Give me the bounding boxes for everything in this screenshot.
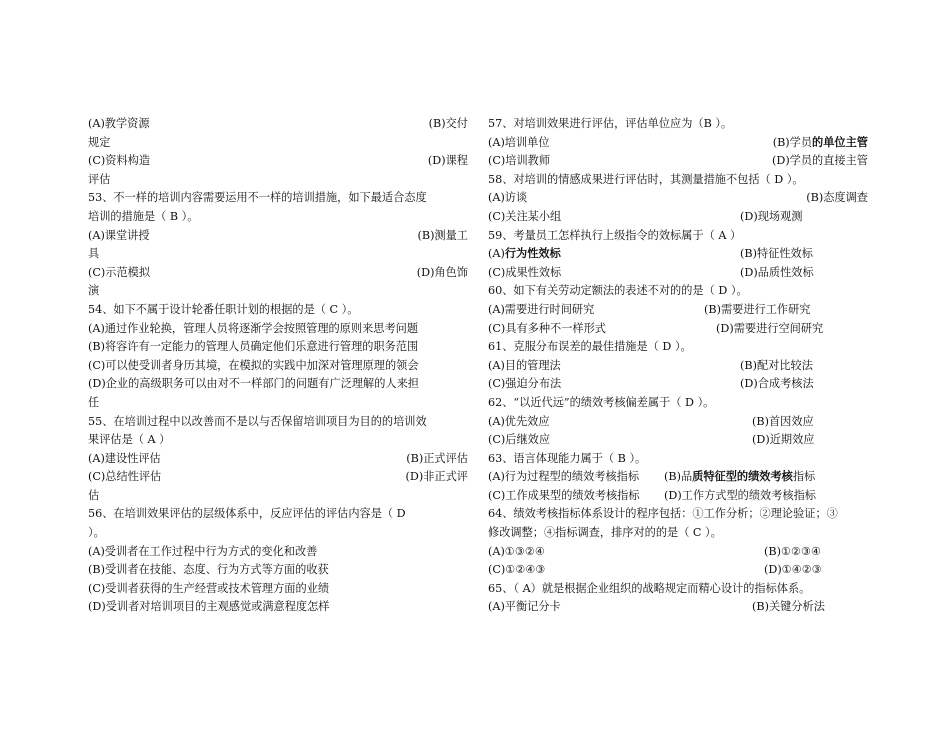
q61-options-ab <box>488 357 868 376</box>
q63-option-b <box>664 468 815 487</box>
q53-option-d-cont: 演 <box>88 284 100 298</box>
q58-option-a: (A)访谈 <box>488 191 528 205</box>
q64-options-cd <box>488 561 868 580</box>
q61-question: 61、克服分布误差的最佳措施是（ D ）。 <box>488 340 692 354</box>
q53-option-b: (B)测量工 <box>417 228 468 242</box>
q59-question: 59、考量员工怎样执行上级指令的效标属于（ A ） <box>488 228 742 242</box>
q54-option-c: (C)可以使受训者身历其境，在模拟的实践中加深对管理原理的领会 <box>88 358 419 372</box>
q61-option-c: (C)强迫分布法 <box>488 377 562 391</box>
q63-options-ab <box>488 468 868 487</box>
q61-option-a: (A)目的管理法 <box>488 358 561 372</box>
q58-option-b: (B)态度调查 <box>806 191 868 205</box>
left-column <box>88 115 468 617</box>
q65-option-a: (A)平衡记分卡 <box>488 600 561 614</box>
q57-option-b-bold: 的单位主管 <box>812 135 868 149</box>
q55-question-line1: 55、在培训过程中以改善而不是以与否保留培训项目为目的的培训效 <box>88 414 427 428</box>
q64-option-c: (C)①②④③ <box>488 563 546 577</box>
q58-options-ab <box>488 189 868 208</box>
q55-option-d: (D)非正式评 <box>405 470 468 484</box>
q60-option-c: (C)具有多种不一样形式 <box>488 321 606 335</box>
q62-option-a: (A)优先效应 <box>488 414 550 428</box>
q59-option-c: (C)成果性效标 <box>488 265 562 279</box>
q65-option-b: (B)关键分析法 <box>752 600 825 614</box>
q60-question: 60、如下有关劳动定额法的表述不对的的是（ D ）。 <box>488 284 748 298</box>
q64-option-d: (D)①④②③ <box>764 563 822 577</box>
q65-question: 65、（ A）就是根据企业组织的战略规定而精心设计的指标体系。 <box>488 581 811 595</box>
q52-options-ab <box>88 115 468 134</box>
q58-question: 58、对培训的情感成果进行评估时，其测量措施不包括（ D ）。 <box>488 172 804 186</box>
q63-option-b-suffix: 指标 <box>792 470 816 484</box>
q52-option-c: (C)资料构造 <box>88 154 151 168</box>
q52-option-b-cont: 规定 <box>88 135 111 149</box>
q53-option-c: (C)示范模拟 <box>88 265 151 279</box>
q57-option-c: (C)培训教师 <box>488 154 551 168</box>
q53-options-ab <box>88 227 468 246</box>
q64-option-a: (A)①③②④ <box>488 544 545 558</box>
q56-question-line1: 56、在培训效果评估的层级体系中，反应评估的评估内容是（ D <box>88 507 406 521</box>
q59-option-a <box>488 247 561 260</box>
q60-option-d: (D)需要进行空间研究 <box>716 321 824 335</box>
q63-option-b-bold: 质特征型的绩效考核 <box>692 470 793 484</box>
q53-options-cd <box>88 264 468 283</box>
q57-options-cd <box>488 152 868 171</box>
q52-option-d-cont: 评估 <box>88 172 111 186</box>
q56-question-line2: ）。 <box>88 526 105 540</box>
q59-option-a-bold: 行为性效标 <box>504 247 561 261</box>
q61-option-b: (B)配对比较法 <box>740 358 813 372</box>
q53-question-line2: 培训的措施是（ B ）。 <box>88 209 199 223</box>
right-column <box>488 115 868 617</box>
q59-options-cd <box>488 264 868 283</box>
q57-option-a: (A)培训单位 <box>488 135 550 149</box>
q55-options-ab <box>88 450 468 469</box>
q60-options-cd <box>488 320 868 339</box>
q54-option-a: (A)通过作业轮换，管理人员将逐渐学会按照管理的原则来思考问题 <box>88 321 419 335</box>
q60-option-b: (B)需要进行工作研究 <box>704 302 811 316</box>
q61-options-cd <box>488 375 868 394</box>
q63-options-cd <box>488 487 868 506</box>
q64-options-ab <box>488 543 868 562</box>
q57-question: 57、对培训效果进行评估，评估单位应为（B ）。 <box>488 117 733 130</box>
q52-option-d: (D)课程 <box>427 154 468 168</box>
q53-option-a: (A)课堂讲授 <box>88 228 150 242</box>
q58-option-d: (D)现场观测 <box>740 209 803 223</box>
q55-question-line2: 果评估是（ A ） <box>88 433 171 447</box>
q64-option-b: (B)①②③④ <box>764 544 822 558</box>
q62-option-c: (C)后继效应 <box>488 433 551 447</box>
q62-options-cd <box>488 431 868 450</box>
q54-question: 54、如下不属于设计轮番任职计划的根据的是（ C ）。 <box>88 302 359 316</box>
q59-options-ab <box>488 245 868 264</box>
q55-option-c: (C)总结性评估 <box>88 470 162 484</box>
q63-option-b-prefix: (B)品 <box>664 470 693 484</box>
q53-question-line1: 53、不一样的培训内容需要运用不一样的培训措施，如下最适合态度 <box>88 191 427 205</box>
q56-option-a: (A)受训者在工作过程中行为方式的变化和改善 <box>88 544 318 558</box>
q62-option-d: (D)近期效应 <box>752 433 815 447</box>
q52-option-b: (B)交付 <box>428 117 468 130</box>
q64-question-line2: 修改调整；④指标调查，排序对的的是（ C ）。 <box>488 526 722 540</box>
q63-option-d: (D)工作方式型的绩效考核指标 <box>664 488 816 502</box>
q62-question: 62、“以近代远”的绩效考核偏差属于（ D ）。 <box>488 395 715 409</box>
q64-question-line1: 64、绩效考核指标体系设计的程序包括：①工作分析；②理论验证；③ <box>488 507 838 521</box>
q55-option-d-cont: 估 <box>88 488 100 502</box>
q58-options-cd <box>488 208 868 227</box>
q57-option-b-prefix: (B)学员 <box>772 135 813 149</box>
q60-option-a: (A)需要进行时间研究 <box>488 302 595 316</box>
q53-option-d: (D)角色饰 <box>416 265 468 279</box>
q55-option-a: (A)建设性评估 <box>88 451 161 465</box>
q54-option-d-cont: 任 <box>88 395 100 409</box>
q63-question: 63、语言体现能力属于（ B ）。 <box>488 451 647 465</box>
q65-options-ab <box>488 598 868 617</box>
q59-option-a-prefix: (A) <box>488 247 505 261</box>
q56-option-b: (B)受训者在技能、态度、行为方式等方面的收获 <box>88 563 329 577</box>
q56-option-d: (D)受训者对培训项目的主观感觉或满意程度怎样 <box>88 600 330 614</box>
q58-option-c: (C)关注某小组 <box>488 209 562 223</box>
q53-option-b-cont: 具 <box>88 247 100 261</box>
q57-options-ab <box>488 134 868 153</box>
q59-option-d: (D)品质性效标 <box>740 265 814 279</box>
q62-options-ab <box>488 413 868 432</box>
q52-option-a: (A)教学资源 <box>88 117 150 130</box>
q60-options-ab <box>488 301 868 320</box>
q62-option-b: (B)首因效应 <box>752 414 814 428</box>
q63-option-a: (A)行为过程型的绩效考核指标 <box>488 470 640 484</box>
q55-option-b: (B)正式评估 <box>406 451 468 465</box>
q54-option-b: (B)将容许有一定能力的管理人员确定他们乐意进行管理的职务范围 <box>88 340 419 354</box>
q54-option-d: (D)企业的高级职务可以由对不一样部门的问题有广泛理解的人来担 <box>88 377 419 391</box>
q55-options-cd <box>88 468 468 487</box>
q57-option-b <box>773 134 868 153</box>
q57-option-d: (D)学员的直接主管 <box>771 154 868 168</box>
q59-option-b: (B)特征性效标 <box>740 247 813 261</box>
q52-options-cd <box>88 152 468 171</box>
q63-option-c: (C)工作成果型的绩效考核指标 <box>488 488 640 502</box>
q56-option-c: (C)受训者获得的生产经营或技术管理方面的业绩 <box>88 581 330 595</box>
q61-option-d: (D)合成考核法 <box>740 377 814 391</box>
